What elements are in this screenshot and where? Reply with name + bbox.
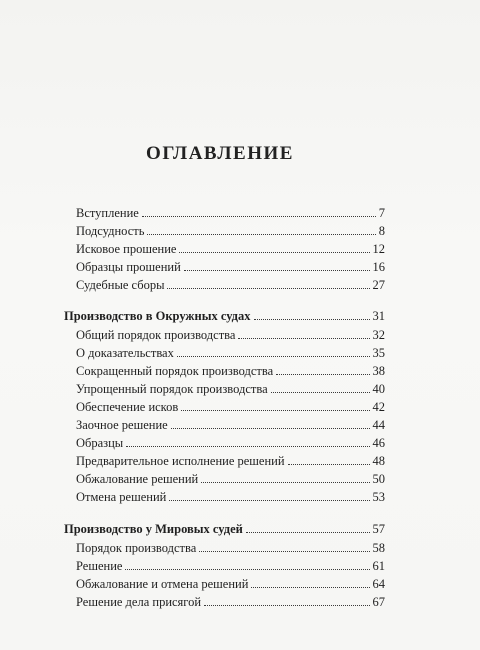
toc-entry-page: 48 [372,454,385,468]
toc-entry[interactable] [76,324,385,342]
dot-leader [201,481,369,483]
toc-entry-page: 8 [378,224,385,238]
toc-entry[interactable] [76,555,385,573]
toc-entry-label: О доказательствах [76,346,174,360]
dot-leader [199,550,369,552]
toc-entry-page: 32 [372,328,385,342]
toc-section-label: Производство у Мировых судей [64,522,243,536]
dot-leader [238,337,369,339]
toc-entry[interactable] [76,414,385,432]
toc-entry-page: 53 [372,490,385,504]
dot-leader [167,287,369,289]
dot-leader [169,499,369,501]
toc-entry-label: Судебные сборы [76,278,165,292]
toc-entry[interactable] [76,396,385,414]
toc-section-page: 31 [372,309,385,323]
toc-entry[interactable] [76,537,385,555]
toc-entry-label: Решение [76,559,123,573]
toc-entry-label: Решение дела присягой [76,595,202,609]
toc-entry-label: Образцы прошений [76,260,181,274]
dot-leader [181,409,369,411]
toc-entry[interactable] [76,468,385,486]
toc-entry-label: Образцы [76,436,124,450]
dot-leader [142,215,376,217]
toc-entry-label: Исковое прошение [76,242,177,256]
toc-entry-page: 27 [372,278,385,292]
toc-entry-label: Сокращенный порядок производства [76,364,274,378]
toc-entry-page: 50 [372,472,385,486]
toc-entry-page: 40 [372,382,385,396]
toc-section-heading[interactable] [64,305,385,323]
toc-entry-label: Подсудность [76,224,145,238]
toc-entry[interactable] [76,573,385,591]
toc-entry-label: Вступление [76,206,139,220]
dot-leader [276,373,369,375]
toc-entry-label: Порядок производства [76,541,197,555]
toc-entry-page: 38 [372,364,385,378]
toc-entry[interactable] [76,342,385,360]
toc-entry-page: 67 [372,595,385,609]
toc-entry[interactable] [76,591,385,609]
toc-entry-label: Упрощенный порядок производства [76,382,268,396]
dot-leader [271,391,370,393]
dot-leader [179,251,369,253]
toc-entry-page: 44 [372,418,385,432]
toc-entry-page: 7 [378,206,385,220]
toc-entry-page: 35 [372,346,385,360]
toc-entry[interactable] [76,256,385,274]
toc-entry-page: 61 [372,559,385,573]
dot-leader [184,269,370,271]
dot-leader [254,318,370,320]
dot-leader [246,531,370,533]
dot-leader [251,586,369,588]
toc-entry-label: Заочное решение [76,418,168,432]
toc-entry-label: Обеспечение исков [76,400,179,414]
toc-entry[interactable] [76,220,385,238]
toc-entry-page: 58 [372,541,385,555]
toc-entry-label: Общий порядок производства [76,328,236,342]
dot-leader [177,355,370,357]
toc-section-label: Производство в Окружных судах [64,309,251,323]
toc-entry-label: Обжалование решений [76,472,199,486]
dot-leader [125,568,369,570]
toc-entry[interactable] [76,274,385,292]
toc-entry-page: 46 [372,436,385,450]
toc-entry[interactable] [76,238,385,256]
toc-section-page: 57 [372,522,385,536]
toc-entry[interactable] [76,432,385,450]
dot-leader [288,463,370,465]
toc-entry-label: Отмена решений [76,490,167,504]
toc-entry-page: 64 [372,577,385,591]
toc-entry-page: 16 [372,260,385,274]
dot-leader [204,604,369,606]
toc-entry-label: Предварительное исполнение решений [76,454,285,468]
toc-entry-page: 42 [372,400,385,414]
toc-entry[interactable] [76,202,385,220]
toc-entry[interactable] [76,450,385,468]
toc-section-heading[interactable] [64,518,385,536]
dot-leader [147,233,375,235]
page-title: ОГЛАВЛЕНИЕ [146,143,294,164]
toc-entry[interactable] [76,360,385,378]
dot-leader [126,445,369,447]
toc-entry-label: Обжалование и отмена решений [76,577,249,591]
toc-entry-page: 12 [372,242,385,256]
toc-entry[interactable] [76,378,385,396]
dot-leader [171,427,370,429]
toc-entry[interactable] [76,486,385,504]
